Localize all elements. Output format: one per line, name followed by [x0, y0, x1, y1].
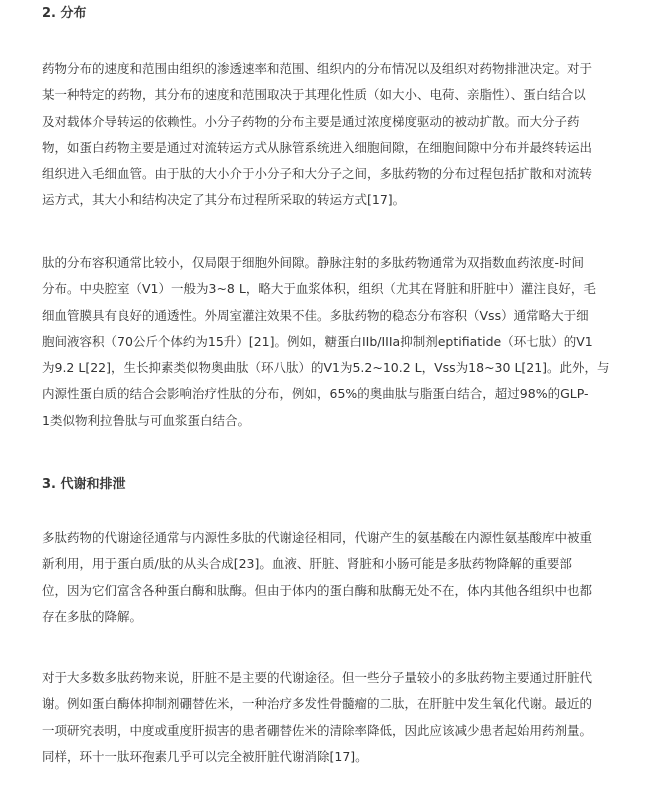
text-line: 药物分布的速度和范围由组织的渗透速率和范围、组织内的分布情况以及组织对药物排泄决定。对于 [42, 61, 593, 76]
text-line: 分布。中央腔室（V1）一般为3~8 L，略大于血浆体积，组织（尤其在肾脏和肝脏中）灌注良好，毛 [42, 281, 596, 297]
text-line: 组织进入毛细血管。由于肽的大小介于小分子和大分子之间，多肽药物的分布过程包括扩散和对流转 [42, 166, 593, 182]
text-line: 1类似物利拉鲁肽与可血浆蛋白结合。 [42, 412, 250, 428]
text-line: 内源性蛋白质的结合会影响治疗性肽的分布，例如，65%的奥曲肽与脂蛋白结合，超过98%的GLP- [42, 386, 589, 402]
paragraph-metabolism-2 [42, 665, 642, 770]
text-line: 存在多肽的降解。 [42, 608, 143, 624]
text-line: 同样，环十一肽环孢素几乎可以完全被肝脏代谢消除[17]。 [42, 748, 368, 764]
section-heading-distribution: 2. 分布 [42, 6, 87, 21]
text-line: 细血管膜具有良好的通透性。外周室灌注效果不佳。多肽药物的稳态分布容积（Vss）通常略大于细 [42, 307, 589, 323]
text-line: 胞间液容积（70公斤个体约为15升）[21]。例如，糖蛋白IIb/IIIa抑制剂eptifiatide（环七肽）的V1 [42, 333, 593, 349]
text-line: 肽的分布容积通常比较小，仅局限于细胞外间隙。静脉注射的多肽药物通常为双指数血药浓度-时间 [42, 255, 585, 270]
paragraph-metabolism-1 [42, 525, 642, 630]
paragraph-distribution-1 [42, 56, 642, 214]
text-line: 谢。例如蛋白酶体抑制剂硼替佐米，一种治疗多发性骨髓瘤的二肽，在肝脏中发生氧化代谢。最近的 [42, 696, 593, 712]
text-line: 为9.2 L[22]，生长抑素类似物奥曲肽（环八肽）的V1为5.2~10.2 L，Vss为18~30 L[21]。此外，与 [42, 360, 610, 376]
text-line: 某一种特定的药物，其分布的速度和范围取决于其理化性质（如大小、电荷、亲脂性）、蛋白结合以 [42, 87, 586, 103]
text-line: 一项研究表明，中度或重度肝损害的患者硼替佐米的清除率降低，因此应该减少患者起始用药剂量。 [42, 722, 593, 738]
text-line: 新利用，用于蛋白质/肽的从头合成[23]。血液、肝脏、肾脏和小肠可能是多肽药物降解的重要部 [42, 556, 572, 572]
text-line: 多肽药物的代谢途径通常与内源性多肽的代谢途径相同，代谢产生的氨基酸在内源性氨基酸库中被重 [42, 530, 593, 545]
text-line: 及对载体介导转运的依赖性。小分子药物的分布主要是通过浓度梯度驱动的被动扩散。而大分子药 [42, 113, 580, 129]
text-line: 位，因为它们富含各种蛋白酶和肽酶。但由于体内的蛋白酶和肽酶无处不在，体内其他各组织中也都 [42, 582, 593, 598]
text-line: 物，如蛋白药物主要是通过对流转运方式从脉管系统进入细胞间隙，在细胞间隙中分布并最终转运出 [42, 139, 593, 155]
text-line: 运方式，其大小和结构决定了其分布过程所采取的转运方式[17]。 [42, 192, 406, 208]
text-line: 对于大多数多肽药物来说，肝脏不是主要的代谢途径。但一些分子量较小的多肽药物主要通过肝脏代 [42, 670, 593, 685]
section-heading-metabolism-excretion: 3. 代谢和排泄 [42, 477, 126, 492]
paragraph-distribution-2 [42, 250, 642, 434]
